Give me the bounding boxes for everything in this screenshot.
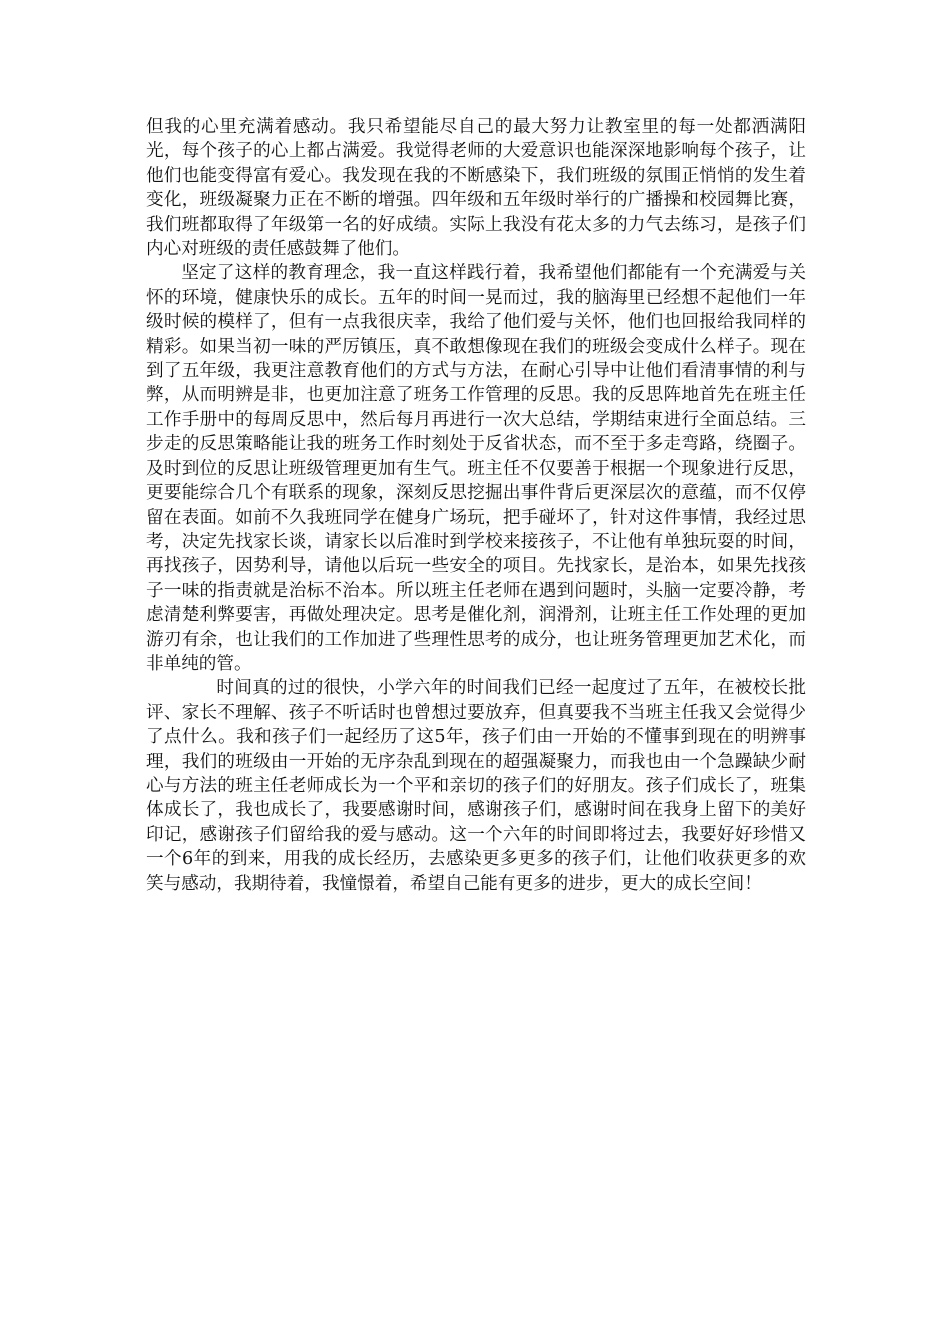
paragraph-1: 但我的心里充满着感动。我只希望能尽自己的最大努力让教室里的每一处都洒满阳光，每个孩子的心上都占满爱。我觉得老师的大爱意识也能深深地影响每个孩子，让他们也能变得富有爱心。我发现在我的不断感染下，我们班级的氛围正悄悄的发生着变化，班级凝聚力正在不断的增强。四年级和五年级时举行的广播操和校园舞比赛，我们班都取得了年级第一名的好成绩。实际上我没有花太多的力气去练习，是孩子们内心对班级的责任感鼓舞了他们。 — [146, 117, 806, 260]
paragraph-3: 时间真的过的很快，小学六年的时间我们已经一起度过了五年，在被校长批评、家长不理解、孩子不听话时也曾想过要放弃，但真要我不当班主任我又会觉得少了点什么。我和孩子们一起经历了这5年，孩子们由一开始的不懂事到现在的明辨事理，我们的班级由一开始的无序杂乱到现在的超强凝聚力，而我也由一个急躁缺少耐心与方法的班主任老师成长为一个平和亲切的孩子们的好朋友。孩子们成长了，班集体成长了，我也成长了，我要感谢时间，感谢孩子们，感谢时间在我身上留下的美好印记，感谢孩子们留给我的爱与感动。这一个六年的时间即将过去，我要好好珍惜又一个6年的到来，用我的成长经历，去感染更多更多的孩子们，让他们收获更多的欢笑与感动，我期待着，我憧憬着，希望自己能有更多的进步，更大的成长空间！ — [146, 678, 806, 894]
paragraph-2: 坚定了这样的教育理念，我一直这样践行着，我希望他们都能有一个充满爱与关怀的环境，健康快乐的成长。五年的时间一晃而过，我的脑海里已经想不起他们一年级时候的模样了，但有一点我很庆幸，我给了他们爱与关怀，他们也回报给我同样的精彩。如果当初一味的严厉镇压，真不敢想像现在我们的班级会变成什么样子。现在到了五年级，我更注意教育他们的方式与方法，在耐心引导中让他们看清事情的利与弊，从而明辨是非，也更加注意了班务工作管理的反思。我的反思阵地首先在班主任工作手册中的每周反思中，然后每月再进行一次大总结，学期结束进行全面总结。三步走的反思策略能让我的班务工作时刻处于反省状态，而不至于多走弯路，绕圈子。及时到位的反思让班级管理更加有生气。班主任不仅要善于根据一个现象进行反思，更要能综合几个有联系的现象，深刻反思挖掘出事件背后更深层次的意蕴，而不仅停留在表面。如前不久我班同学在健身广场玩，把手碰坏了，针对这件事情，我经过思考，决定先找家长谈，请家长以后准时到学校来接孩子，不让他有单独玩耍的时间，再找孩子，因势利导，请他以后玩一些安全的项目。先找家长，是治本，如果先找孩子一味的指责就是治标不治本。所以班主任老师在遇到问题时，头脑一定要冷静，考虑清楚利弊要害，再做处理决定。思考是催化剂，润滑剂，让班主任工作处理的更加游刃有余，也让我们的工作加进了些理性思考的成分，也让班务管理更加艺术化，而非单纯的管。 — [146, 263, 806, 674]
document-body — [146, 115, 806, 896]
